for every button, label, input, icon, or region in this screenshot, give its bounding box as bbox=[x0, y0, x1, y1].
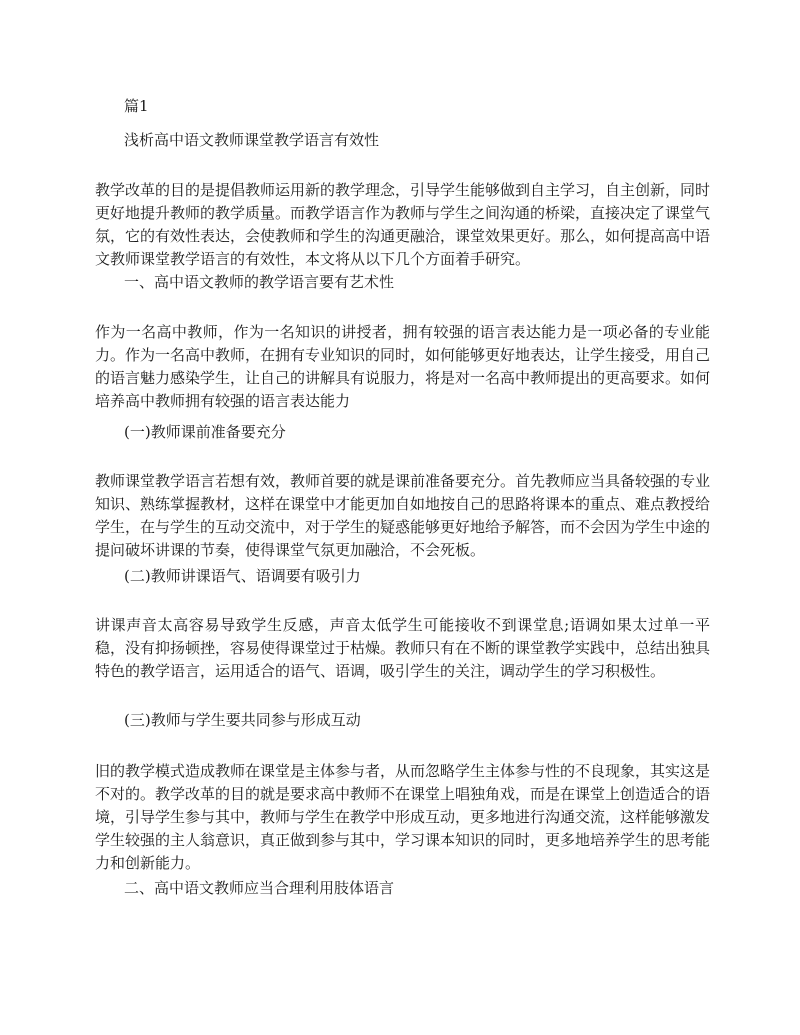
subsection-2-heading: (二)教师讲课语气、语调要有吸引力 bbox=[124, 567, 361, 585]
subsection-1-paragraph: 教师课堂教学语言若想有效，教师首要的就是课前准备要充分。首先教师应当具备较强的专业知识、熟练掌握教材，这样在课堂中才能更加自如地按自己的思路将课本的重点、难点教授给学生，在与学生的互动交流中，对于学生的疑惑能够更好地给予解答，而不会因为学生中途的提问破坏讲课的节奏，使得课堂气氛更加融洽，不会死板。 bbox=[95, 472, 711, 559]
section-1-paragraph: 作为一名高中教师，作为一名知识的讲授者，拥有较强的语言表达能力是一项必备的专业能力。作为一名高中教师，在拥有专业知识的同时，如何能够更好地表达，让学生接受，用自己的语言魅力感染学生，让自己的讲解具有说服力，将是对一名高中教师提出的更高要求。如何培养高中教师拥有较强的语言表达能力 bbox=[95, 323, 711, 410]
article-label: 篇1 bbox=[124, 97, 149, 115]
article-title: 浅析高中语文教师课堂教学语言有效性 bbox=[124, 131, 380, 149]
section-2-heading: 二、高中语文教师应当合理利用肢体语言 bbox=[124, 879, 395, 897]
subsection-2-paragraph: 讲课声音太高容易导致学生反感，声音太低学生可能接收不到课堂息;语调如果太过单一平稳，没有抑扬顿挫，容易使得课堂过于枯燥。教师只有在不断的课堂教学实践中，总结出独具特色的教学语言，运用适合的语气、语调，吸引学生的关注，调动学生的学习积极性。 bbox=[95, 616, 711, 680]
subsection-3-paragraph: 旧的教学模式造成教师在课堂是主体参与者，从而忽略学生主体参与性的不良现象，其实这是不对的。教学改革的目的就是要求高中教师不在课堂上唱独角戏，而是在课堂上创造适合的语境，引导学生参与其中，教师与学生在教学中形成互动，更多地进行沟通交流，这样能够激发学生较强的主人翁意识，真正做到参与其中，学习课本知识的同时，更多地培养学生的思考能力和创新能力。 bbox=[95, 762, 711, 872]
section-1-heading: 一、高中语文教师的教学语言要有艺术性 bbox=[124, 273, 395, 291]
subsection-1-heading: (一)教师课前准备要充分 bbox=[124, 423, 286, 441]
intro-paragraph: 教学改革的目的是提倡教师运用新的教学理念，引导学生能够做到自主学习，自主创新，同时更好地提升教师的教学质量。而教学语言作为教师与学生之间沟通的桥梁，直接决定了课堂气氛，它的有效性表达，会使教师和学生的沟通更融洽，课堂效果更好。那么，如何提高高中语文教师课堂教学语言的有效性，本文将从以下几个方面着手研究。 bbox=[95, 181, 711, 268]
subsection-3-heading: (三)教师与学生要共同参与形成互动 bbox=[124, 711, 361, 729]
